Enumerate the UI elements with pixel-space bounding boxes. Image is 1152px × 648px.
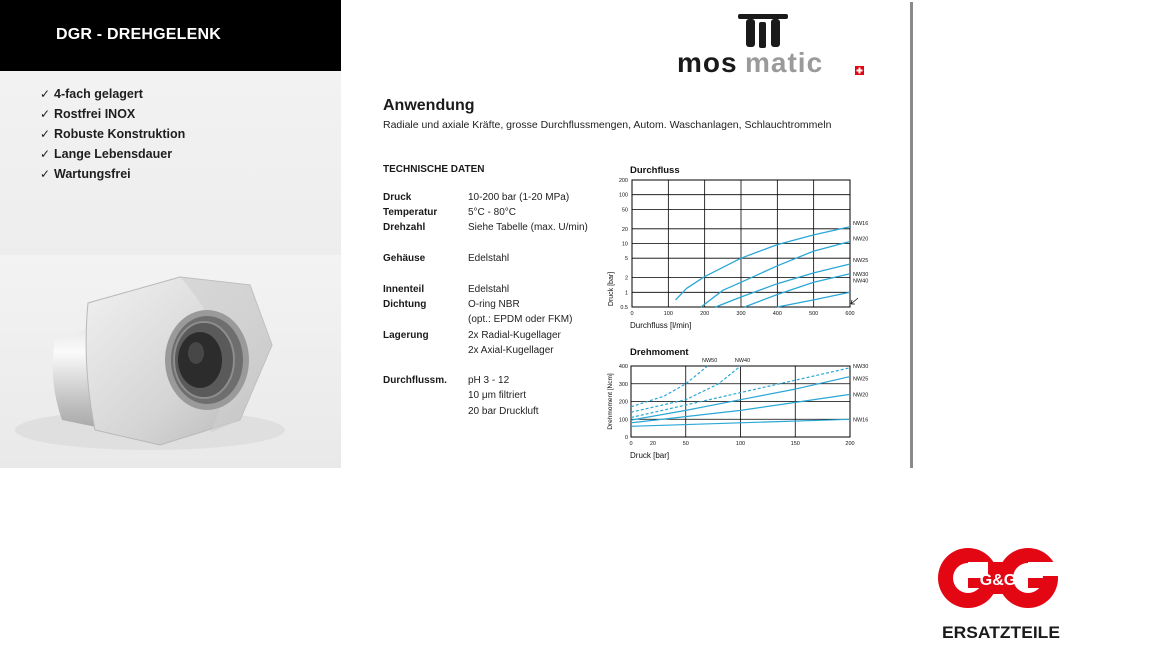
series-label-nw50: NW50 bbox=[702, 358, 718, 364]
y-axis-label: Druck [bar] bbox=[608, 271, 615, 307]
product-panel bbox=[0, 0, 341, 468]
feature-label: Robuste Konstruktion bbox=[54, 127, 186, 141]
feature-label: Rostfrei INOX bbox=[54, 107, 136, 121]
x-tick-label: 400 bbox=[772, 311, 782, 317]
checkmark-icon: ✓ bbox=[40, 127, 51, 141]
feature-label: 4-fach gelagert bbox=[54, 87, 143, 101]
spec-label: Dichtung bbox=[383, 299, 427, 310]
y-tick-label: 100 bbox=[618, 417, 628, 424]
y-tick-label: 2 bbox=[624, 275, 628, 282]
x-tick-label: 0 bbox=[629, 441, 633, 447]
spec-value: 10 μm filtriert bbox=[468, 390, 526, 402]
x-tick-label: 0 bbox=[630, 311, 634, 317]
x-tick-label: 100 bbox=[735, 441, 746, 447]
x-tick-label: 100 bbox=[663, 311, 673, 317]
flow-chart bbox=[600, 160, 880, 335]
spec-label: Gehäuse bbox=[383, 253, 426, 264]
y-tick-label: 0.5 bbox=[620, 305, 628, 311]
series-label-nw30: NW30 bbox=[853, 271, 869, 278]
logo-text-matic: matic bbox=[745, 47, 824, 76]
feature-label: Wartungsfrei bbox=[54, 167, 131, 181]
product-title: DGR - DREHGELENK bbox=[56, 26, 221, 43]
vertical-divider bbox=[910, 2, 913, 468]
x-tick-label: 200 bbox=[845, 441, 855, 447]
spec-label: Innenteil bbox=[383, 284, 425, 295]
y-tick-label: 50 bbox=[621, 207, 628, 214]
x-tick-label: 20 bbox=[649, 441, 656, 447]
x-tick-label: 300 bbox=[736, 311, 746, 317]
chart-title: Durchfluss bbox=[630, 165, 680, 176]
spec-value: 2x Radial-Kugellager bbox=[468, 330, 561, 341]
spec-label: Temperatur bbox=[383, 207, 438, 218]
series-label-nw40: NW40 bbox=[734, 358, 751, 364]
series-label-nw25: NW25 bbox=[853, 258, 869, 265]
feature-list bbox=[40, 86, 185, 186]
spec-value: 2x Axial-Kugellager bbox=[468, 345, 554, 357]
checkmark-icon: ✓ bbox=[40, 87, 51, 101]
series-label-nw25: NW25 bbox=[853, 376, 869, 383]
spec-value: 10-200 bar (1-20 MPa) bbox=[468, 192, 570, 203]
spec-value: 20 bar Druckluft bbox=[468, 405, 539, 417]
y-tick-label: 10 bbox=[621, 241, 628, 248]
spec-value: 5°C - 80°C bbox=[468, 207, 517, 218]
spec-label: Druck bbox=[383, 192, 412, 203]
y-tick-label: 1 bbox=[624, 290, 628, 297]
mosmatic-symbol-icon bbox=[738, 14, 788, 48]
series-label-nw16: NW16 bbox=[853, 220, 869, 227]
y-tick-label: 200 bbox=[618, 178, 628, 184]
spec-label: Lagerung bbox=[383, 330, 429, 341]
y-tick-label: 100 bbox=[618, 192, 628, 199]
series-label-nw20: NW20 bbox=[853, 236, 869, 243]
feature-item bbox=[40, 166, 185, 186]
spec-value: O-ring NBR bbox=[468, 299, 520, 310]
gg-logo-text: G&G bbox=[979, 572, 1017, 589]
y-tick-label: 20 bbox=[621, 226, 628, 233]
y-tick-label: 200 bbox=[618, 399, 628, 406]
series-label-nw20: NW20 bbox=[853, 392, 869, 399]
x-axis-label: Durchfluss [l/min] bbox=[630, 321, 692, 330]
product-title-bar bbox=[0, 0, 341, 71]
mosmatic-logo bbox=[676, 14, 866, 76]
feature-item bbox=[40, 146, 185, 166]
y-tick-label: 300 bbox=[618, 381, 628, 388]
feature-label: Lange Lebensdauer bbox=[54, 147, 173, 161]
torque-chart bbox=[600, 342, 880, 464]
spec-value: pH 3 - 12 bbox=[468, 375, 510, 386]
y-axis-label: Drehmoment [Ncm] bbox=[607, 373, 614, 430]
swiss-flag-icon bbox=[855, 66, 864, 75]
logo-text-mos: mos bbox=[677, 47, 738, 76]
series-label-nw40: NW40 bbox=[853, 278, 869, 285]
y-tick-label: 400 bbox=[618, 364, 628, 370]
x-tick-label: 200 bbox=[700, 311, 710, 317]
series-line-nw50 bbox=[631, 366, 708, 407]
x-tick-label: 500 bbox=[809, 311, 819, 317]
feature-item bbox=[40, 86, 185, 106]
x-tick-label: 50 bbox=[682, 441, 689, 447]
x-tick-label: 150 bbox=[790, 441, 800, 447]
nw40-arrow-icon bbox=[851, 298, 858, 304]
anwendung-title: Anwendung bbox=[383, 97, 475, 114]
y-tick-label: 5 bbox=[624, 256, 628, 263]
spec-value: Edelstahl bbox=[468, 253, 510, 264]
tech-data-title: TECHNISCHE DATEN bbox=[383, 164, 485, 175]
x-axis-label: Druck [bar] bbox=[630, 451, 670, 460]
spec-value: (opt.: EPDM oder FKM) bbox=[468, 314, 573, 326]
spec-label: Drehzahl bbox=[383, 222, 426, 233]
series-label-nw30: NW30 bbox=[853, 363, 869, 370]
feature-item bbox=[40, 106, 185, 126]
product-photo bbox=[0, 255, 341, 468]
checkmark-icon: ✓ bbox=[40, 167, 51, 181]
checkmark-icon: ✓ bbox=[40, 107, 51, 121]
anwendung-text: Radiale und axiale Kräfte, grosse Durchflussmengen, Autom. Waschanlagen, Schlauchtrommeln bbox=[383, 119, 832, 131]
series-label-nw16: NW16 bbox=[853, 417, 869, 424]
gg-brand-logo bbox=[938, 540, 1064, 644]
spec-value: Edelstahl bbox=[468, 284, 510, 295]
chart-title: Drehmoment bbox=[630, 347, 689, 358]
x-tick-label: 600 bbox=[845, 311, 855, 317]
feature-item bbox=[40, 126, 185, 146]
spec-label: Durchflussm. bbox=[383, 375, 447, 386]
spec-value: Siehe Tabelle (max. U/min) bbox=[468, 222, 588, 233]
brand-tagline: ERSATZTEILE bbox=[942, 623, 1060, 642]
y-tick-label: 0 bbox=[624, 435, 628, 441]
checkmark-icon: ✓ bbox=[40, 147, 51, 161]
series-line-nw25 bbox=[716, 264, 850, 307]
